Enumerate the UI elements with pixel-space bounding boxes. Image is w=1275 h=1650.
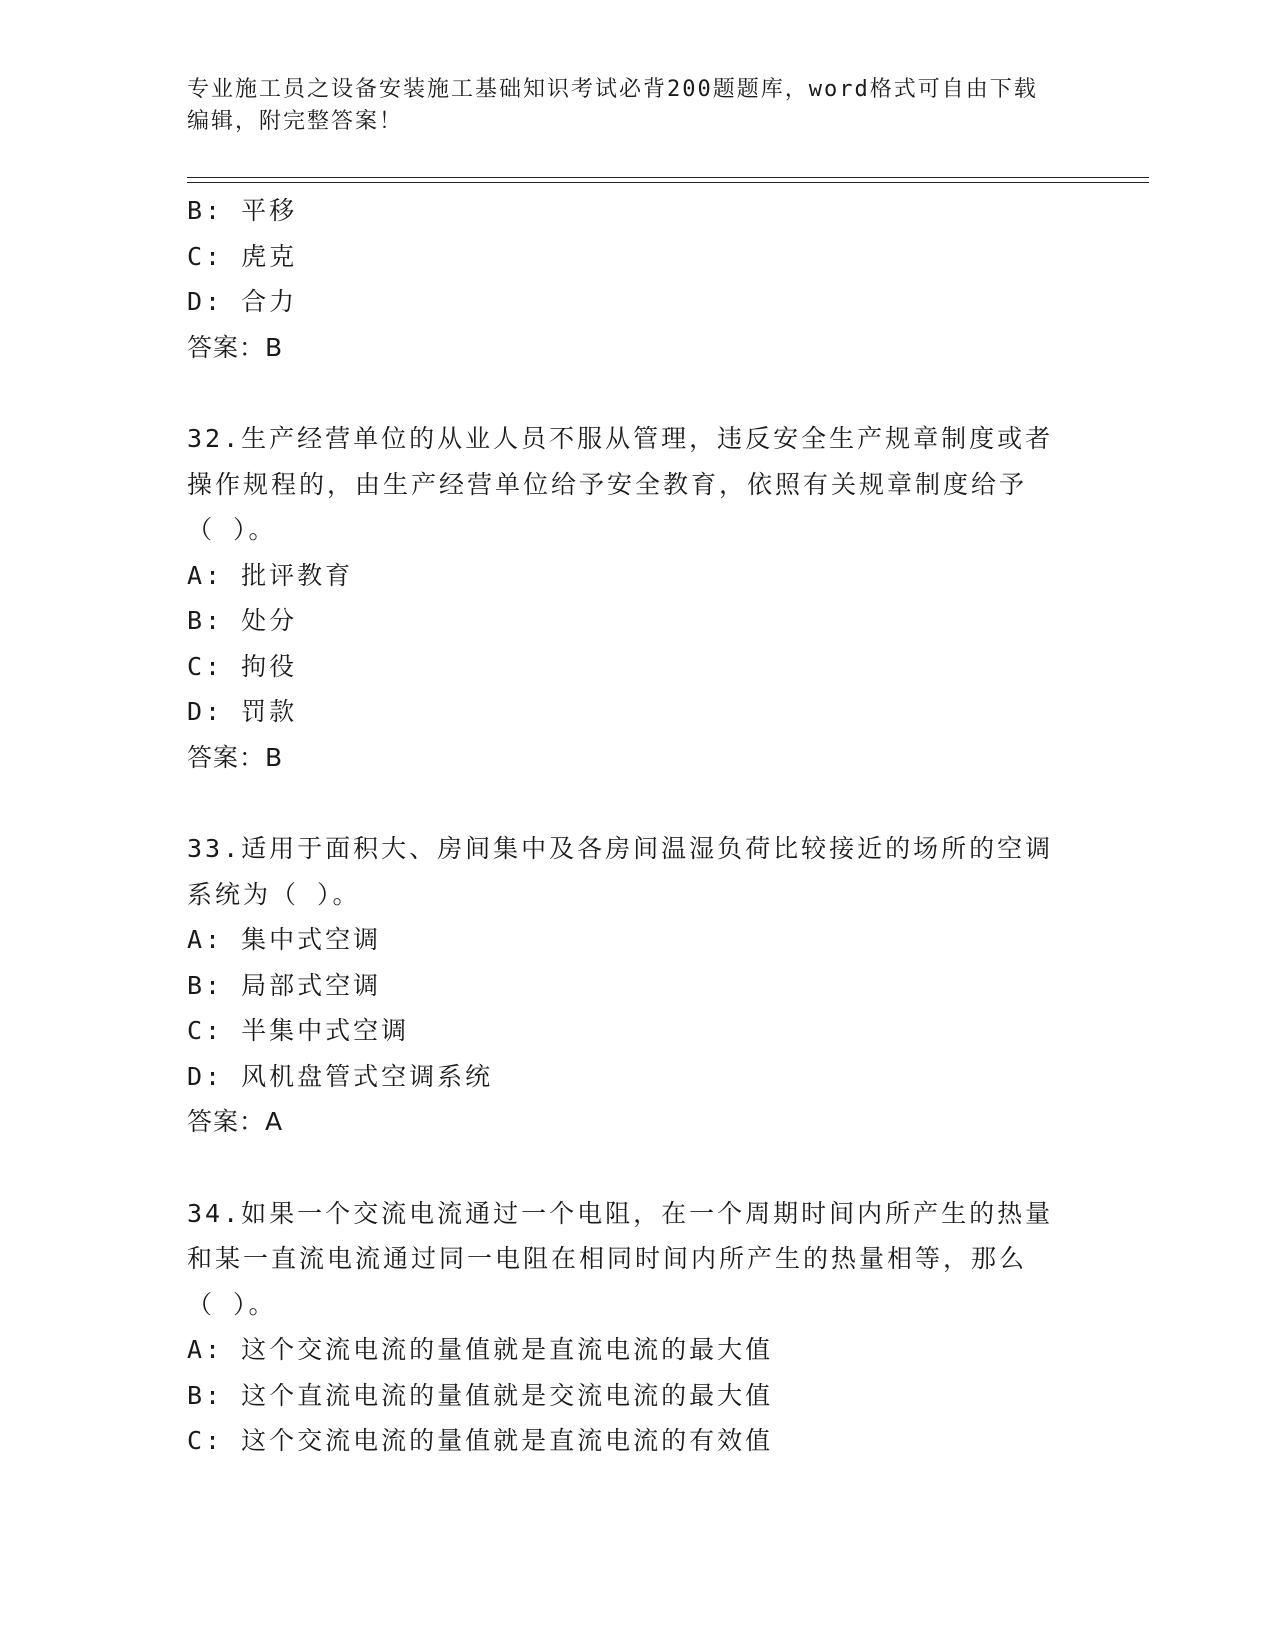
option-c: C: 拘役 [187,651,298,681]
option-d: D: 合力 [187,287,298,316]
answer: 答案：B [187,332,284,362]
question-text-line: 和某一直流电流通过同一电阻在相同时间内所产生的热量相等，那么 [187,1244,1028,1273]
option-b: B: 处分 [187,606,298,635]
option-a: A: 批评教育 [187,560,354,590]
header-rule-bottom [187,182,1149,183]
page-header [187,74,1067,138]
option-d: D: 罚款 [187,697,298,726]
question-text-line: 操作规程的，由生产经营单位给予安全教育，依照有关规章制度给予 [187,469,1028,499]
prev-question-tail [187,188,1087,370]
option-d: D: 风机盘管式空调系统 [187,1061,494,1091]
question-text-line: 32.生产经营单位的从业人员不服从管理，违反安全生产规章制度或者 [187,424,1054,453]
header-line-1: 专业施工员之设备安装施工基础知识考试必背200题题库，word格式可自由下载 [187,77,1038,102]
question-text-line: 系统为（ ）。 [187,879,361,909]
question-text-line: 33.适用于面积大、房间集中及各房间温湿负荷比较接近的场所的空调 [187,834,1054,863]
question-34 [187,1191,1087,1464]
question-text-line: 34.如果一个交流电流通过一个电阻，在一个周期时间内所产生的热量 [187,1198,1054,1228]
answer: 答案：A [187,1107,284,1136]
option-a: A: 集中式空调 [187,925,382,954]
option-c: C: 虎克 [187,241,298,271]
option-b: B: 平移 [187,196,298,225]
option-c: C: 这个交流电流的量值就是直流电流的有效值 [187,1426,774,1455]
option-b: B: 局部式空调 [187,970,382,1000]
question-32 [187,416,1087,780]
header-line-2: 编辑，附完整答案！ [187,109,404,134]
document-body [187,188,1087,1464]
question-text-line: （ ）。 [187,1289,277,1319]
option-b: B: 这个直流电流的量值就是交流电流的最大值 [187,1380,774,1410]
question-33 [187,826,1087,1145]
option-c: C: 半集中式空调 [187,1016,410,1045]
option-a: A: 这个交流电流的量值就是直流电流的最大值 [187,1335,774,1364]
answer: 答案：B [187,742,284,772]
question-text-line: （ ）。 [187,515,277,544]
header-rule-top [187,177,1149,178]
